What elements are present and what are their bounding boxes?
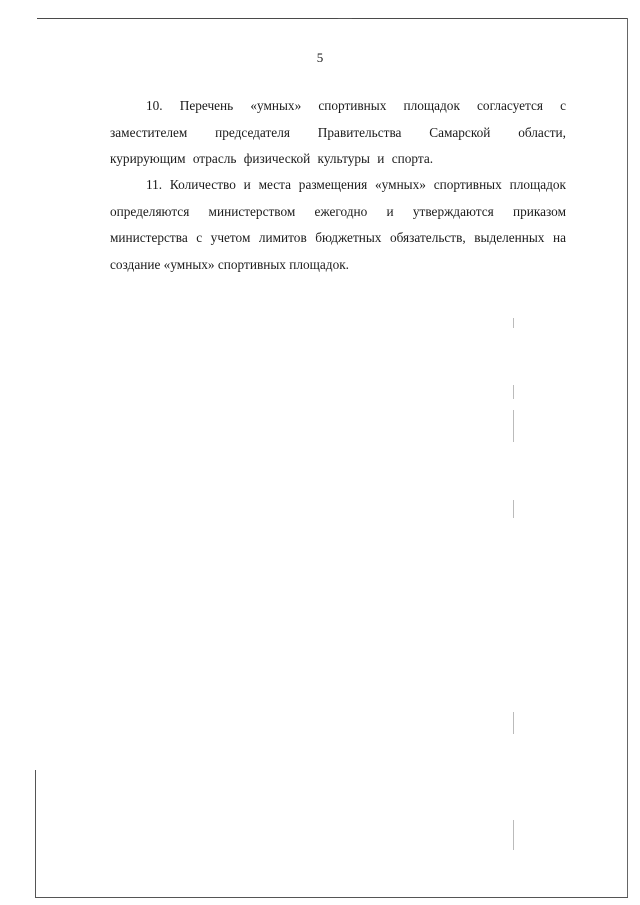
scan-noise xyxy=(513,385,514,399)
scan-noise xyxy=(513,500,514,518)
scan-noise xyxy=(513,712,514,734)
page-number: 5 xyxy=(316,50,324,65)
paragraph-11: 11. Количество и места размещения «умных» спортивных площадок определяются министерством ежегодно и утверждаются приказом министерства с учетом лимитов бюджетных обязательств, выделенных на создание «умных» спортивных площадок. xyxy=(110,177,566,272)
paragraph-10: 10. Перечень «умных» спортивных площадок согласуется с заместителем председателя Правительства Самарской области, курирующим отрасль физической культуры и спорта. xyxy=(110,98,566,167)
top-border-line xyxy=(37,18,627,19)
scan-noise xyxy=(513,820,514,850)
scan-noise xyxy=(513,318,514,328)
left-border-line xyxy=(35,770,36,898)
scan-noise xyxy=(513,410,514,442)
right-border-line xyxy=(627,18,628,898)
bottom-border-line xyxy=(35,897,628,898)
